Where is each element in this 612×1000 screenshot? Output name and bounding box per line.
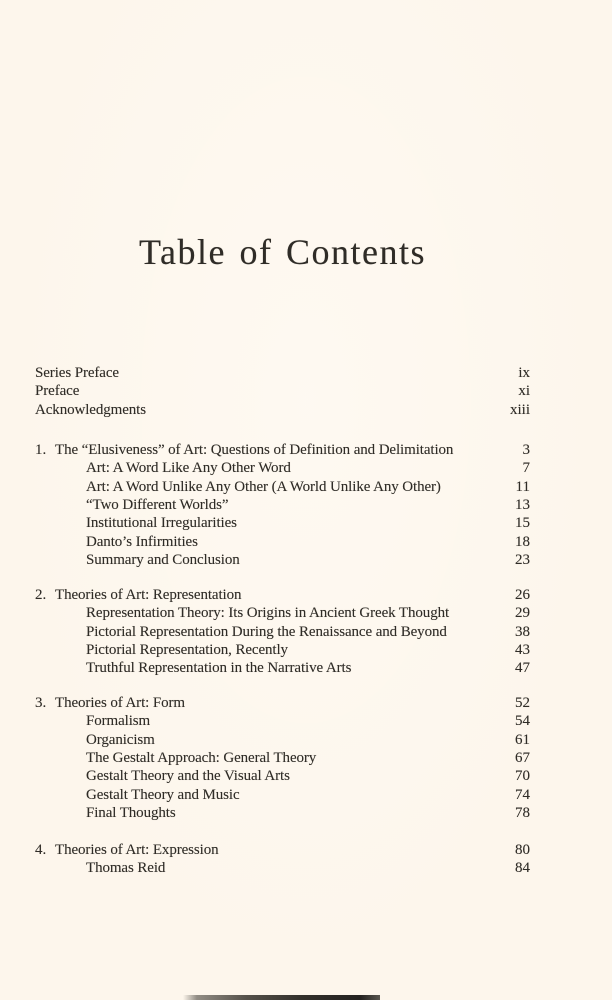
page-number: 67 — [515, 750, 530, 767]
section-entry — [35, 514, 530, 532]
page-number: 29 — [515, 605, 530, 622]
section-entry — [35, 604, 530, 622]
section-title: Art: A Word Unlike Any Other (A World Unlike Any Other) — [86, 478, 441, 495]
page-number: 47 — [515, 660, 530, 677]
page-number: 7 — [522, 460, 530, 477]
chapter-entry — [35, 841, 530, 859]
page-number: 26 — [515, 587, 530, 603]
chapter-number: 1. — [35, 442, 47, 458]
section-entry — [35, 859, 530, 877]
page-title: Table of Contents — [139, 232, 426, 272]
section-entry — [35, 641, 530, 659]
chapter-entry — [35, 586, 530, 604]
section-entry — [35, 459, 530, 477]
page-number: xiii — [509, 401, 530, 418]
section-entry — [35, 731, 530, 749]
section-entry — [35, 496, 530, 514]
section-title: Pictorial Representation, Recently — [86, 642, 288, 659]
chapter-title: Theories of Art: Form — [55, 695, 185, 711]
page-number: ix — [518, 365, 530, 381]
section-entry — [35, 786, 530, 804]
page-number: xi — [518, 383, 530, 400]
chapter-title: Theories of Art: Representation — [55, 587, 242, 603]
section-entry — [35, 623, 530, 641]
page-number: 13 — [515, 497, 530, 514]
section-title: Institutional Irregularities — [86, 515, 237, 532]
page-number: 70 — [515, 768, 530, 785]
chapter-title: Theories of Art: Expression — [55, 842, 219, 858]
section-title: Representation Theory: Its Origins in Ancient Greek Thought — [86, 605, 450, 622]
page-number: 74 — [515, 786, 530, 803]
front-matter-list — [35, 364, 530, 419]
section-entry — [35, 767, 530, 785]
section-title: Art: A Word Like Any Other Word — [86, 460, 291, 477]
section-entry — [35, 749, 530, 767]
chapter-1-block — [35, 441, 530, 569]
chapter-2-block — [35, 586, 530, 678]
page-number: 52 — [515, 695, 530, 711]
entry-title: Acknowledgments — [35, 401, 146, 418]
section-title: Danto’s Infirmities — [86, 533, 198, 550]
section-entry — [35, 533, 530, 551]
page-number: 18 — [515, 533, 530, 550]
page-number: 3 — [522, 442, 530, 458]
section-entry — [35, 804, 530, 822]
front-matter-entry — [35, 382, 530, 400]
chapter-4-block — [35, 841, 530, 878]
chapter-entry — [35, 694, 530, 712]
chapter-entry — [35, 441, 530, 459]
chapter-3-block — [35, 694, 530, 822]
chapter-number: 2. — [35, 587, 47, 603]
section-title: Pictorial Representation During the Renaissance and Beyond — [86, 623, 447, 640]
section-entry — [35, 659, 530, 677]
section-title: “Two Different Worlds” — [86, 497, 229, 514]
page-number: 80 — [515, 842, 530, 858]
section-title: Thomas Reid — [86, 860, 166, 877]
section-title: Formalism — [86, 713, 151, 730]
section-entry — [35, 478, 530, 496]
page-number: 78 — [515, 805, 530, 822]
page-number: 54 — [515, 713, 530, 730]
section-title: The Gestalt Approach: General Theory — [86, 750, 317, 767]
section-entry — [35, 551, 530, 569]
section-entry — [35, 712, 530, 730]
section-title: Gestalt Theory and Music — [86, 786, 240, 803]
page-number: 43 — [515, 642, 530, 659]
section-title: Truthful Representation in the Narrative Arts — [86, 660, 352, 677]
section-title: Final Thoughts — [86, 805, 176, 822]
chapter-title: The “Elusiveness” of Art: Questions of Definition and Delimitation — [55, 442, 454, 458]
entry-title: Series Preface — [35, 365, 119, 381]
page-number: 61 — [515, 731, 530, 748]
page-number: 15 — [515, 515, 530, 532]
page-number: 11 — [515, 478, 530, 495]
page-number: 23 — [515, 552, 530, 569]
front-matter-entry — [35, 401, 530, 419]
scan-gutter-shadow — [183, 995, 380, 1000]
section-title: Gestalt Theory and the Visual Arts — [86, 768, 290, 785]
section-title: Organicism — [86, 731, 155, 748]
section-title: Summary and Conclusion — [86, 552, 240, 569]
chapter-number: 3. — [35, 695, 47, 711]
entry-title: Preface — [35, 383, 80, 400]
page-number: 38 — [515, 623, 530, 640]
front-matter-entry — [35, 364, 530, 382]
chapter-number: 4. — [35, 842, 47, 858]
page-number: 84 — [515, 860, 530, 877]
